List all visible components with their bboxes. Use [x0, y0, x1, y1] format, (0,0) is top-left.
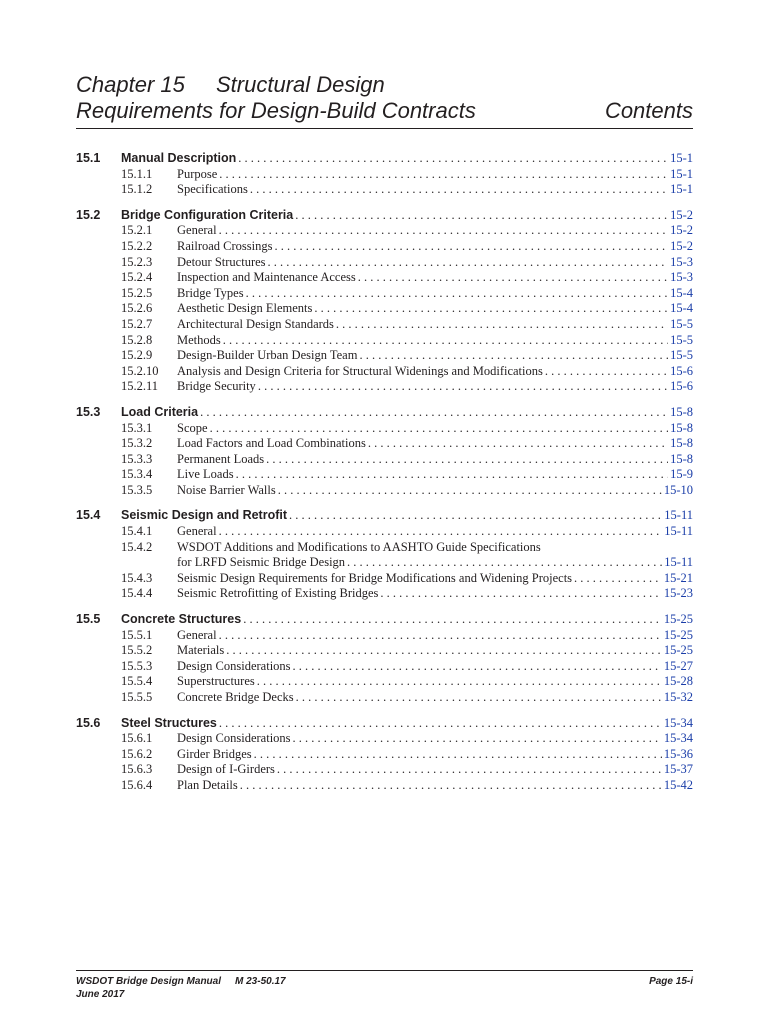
toc-section-entry[interactable] — [76, 151, 693, 167]
toc-subsection-entry[interactable] — [76, 301, 693, 317]
subsection-title: Scope — [177, 420, 208, 435]
subsection-title: Design Considerations — [177, 658, 291, 673]
page-link[interactable]: 15-11 — [664, 508, 693, 523]
manual-number: M 23-50.17 — [235, 976, 286, 987]
toc-subsection-entry[interactable] — [76, 762, 693, 778]
toc-section-entry[interactable] — [76, 716, 693, 732]
toc-subsection-entry[interactable] — [76, 421, 693, 437]
dot-leader — [545, 364, 668, 379]
subsection-number: 15.2.9 — [121, 348, 153, 363]
dot-leader — [358, 270, 668, 285]
subsection-title: Superstructures — [177, 674, 255, 689]
publication-date: June 2017 — [76, 989, 125, 1000]
chapter-title: Structural Design — [216, 72, 385, 97]
dot-leader — [380, 586, 661, 601]
page-link[interactable]: 15-3 — [670, 270, 693, 285]
subsection-number: 15.2.1 — [121, 223, 153, 238]
toc-section — [76, 612, 693, 706]
subsection-number: 15.5.2 — [121, 643, 153, 658]
dot-leader — [266, 452, 668, 467]
subsection-number: 15.2.8 — [121, 332, 153, 347]
subsection-title: Live Loads — [177, 467, 234, 482]
subsection-title: Plan Details — [177, 777, 238, 792]
subsection-title: Permanent Loads — [177, 451, 265, 466]
dot-leader — [200, 405, 668, 420]
dot-leader — [219, 716, 662, 731]
subsection-number: 15.6.4 — [121, 777, 153, 792]
page-link[interactable]: 15-23 — [663, 586, 693, 601]
subsection-number: 15.4.1 — [121, 524, 153, 539]
toc-subsection-entry[interactable] — [76, 364, 693, 380]
footer-rule — [76, 970, 693, 971]
toc-subsection-entry[interactable] — [76, 379, 693, 395]
subsection-number: 15.3.1 — [121, 420, 153, 435]
subsection-title: Purpose — [177, 166, 218, 181]
chapter-title-line-2 — [76, 98, 693, 124]
page-footer — [76, 975, 693, 1001]
subsection-number: 15.2.10 — [121, 363, 159, 378]
toc-subsection-entry[interactable] — [76, 223, 693, 239]
subsection-number: 15.5.3 — [121, 658, 153, 673]
subsection-number: 15.5.4 — [121, 674, 153, 689]
toc-subsection-entry[interactable] — [76, 317, 693, 333]
toc-subsection-continuation[interactable] — [177, 555, 693, 571]
subsection-title: General — [177, 627, 217, 642]
section-number: 15.2 — [76, 207, 101, 222]
toc-subsection-entry[interactable] — [76, 524, 693, 540]
dot-leader — [289, 508, 662, 523]
toc-subsection-entry[interactable] — [76, 643, 693, 659]
toc-section-entry[interactable] — [76, 208, 693, 224]
toc-subsection-entry[interactable] — [76, 348, 693, 364]
dot-leader — [293, 731, 662, 746]
dot-leader — [258, 379, 668, 394]
page-link[interactable]: 15-1 — [670, 166, 693, 181]
toc-subsection-entry[interactable] — [76, 747, 693, 763]
header-rule — [76, 128, 693, 129]
page-link[interactable]: 15-1 — [670, 151, 693, 165]
manual-name: WSDOT Bridge Design Manual — [76, 976, 222, 987]
subsection-number: 15.3.2 — [121, 436, 153, 451]
subsection-title: Design of I-Girders — [177, 762, 275, 777]
toc-section — [76, 716, 693, 794]
chapter-subtitle: Requirements for Design-Build Contracts — [76, 98, 476, 123]
page-link[interactable]: 15-25 — [663, 627, 693, 642]
subsection-title: Bridge Security — [177, 379, 256, 394]
subsection-title: Bridge Types — [177, 285, 244, 300]
dot-leader — [210, 421, 669, 436]
subsection-title: General — [177, 524, 217, 539]
page-number: Page 15-i — [649, 976, 693, 987]
page-link[interactable]: 15-2 — [670, 207, 693, 222]
subsection-title: Materials — [177, 643, 225, 658]
dot-leader — [274, 239, 668, 254]
page-link[interactable]: 15-37 — [663, 762, 693, 777]
toc-subsection-entry[interactable] — [76, 659, 693, 675]
dot-leader — [277, 762, 662, 777]
page-link[interactable]: 15-6 — [670, 363, 693, 378]
subsection-title: Design-Builder Urban Design Team — [177, 348, 358, 363]
subsection-number: 15.4.4 — [121, 586, 153, 601]
subsection-number: 15.2.7 — [121, 316, 153, 331]
section-title: Manual Description — [121, 151, 237, 165]
page-link[interactable]: 15-25 — [663, 643, 693, 658]
page-link[interactable]: 15-36 — [663, 746, 693, 761]
section-number: 15.5 — [76, 612, 101, 627]
page-link[interactable]: 15-11 — [664, 524, 693, 539]
dot-leader — [296, 690, 662, 705]
dot-leader — [236, 467, 668, 482]
toc-subsection-entry[interactable] — [76, 731, 693, 747]
toc-subsection-entry[interactable] — [76, 586, 693, 602]
contents-label: Contents — [604, 98, 693, 123]
subsection-title: Methods — [177, 332, 221, 347]
dot-leader — [359, 348, 668, 363]
toc-subsection-entry[interactable] — [76, 467, 693, 483]
section-title: Seismic Design and Retrofit — [121, 508, 288, 523]
dot-leader — [238, 151, 668, 166]
page-link[interactable]: 15-8 — [670, 436, 693, 451]
toc-subsection-entry[interactable] — [76, 286, 693, 302]
dot-leader — [250, 182, 668, 197]
page-link[interactable]: 15-3 — [670, 254, 693, 269]
section-title: Steel Structures — [121, 715, 217, 730]
dot-leader — [278, 483, 662, 498]
subsection-title: WSDOT Additions and Modifications to AASHTO Guide Specifications — [177, 539, 541, 554]
subsection-title: Load Factors and Load Combinations — [177, 436, 366, 451]
toc-subsection-entry[interactable] — [76, 255, 693, 271]
subsection-title: Noise Barrier Walls — [177, 482, 276, 497]
dot-leader — [347, 555, 662, 570]
subsection-title: Detour Structures — [177, 254, 266, 269]
section-number: 15.1 — [76, 151, 101, 165]
page-link[interactable]: 15-2 — [670, 223, 693, 238]
subsection-title: Design Considerations — [177, 731, 291, 746]
section-number: 15.4 — [76, 508, 101, 523]
page-link[interactable]: 15-27 — [663, 658, 693, 673]
section-title: Concrete Structures — [121, 612, 242, 627]
subsection-number: 15.2.5 — [121, 285, 153, 300]
toc-section-entry[interactable] — [76, 405, 693, 421]
page-header — [76, 72, 693, 124]
page-link[interactable]: 15-32 — [663, 690, 693, 704]
toc-subsection-entry[interactable] — [76, 540, 693, 556]
dot-leader — [243, 612, 662, 627]
subsection-number: 15.4.3 — [121, 570, 153, 585]
dot-leader — [254, 747, 662, 762]
subsection-number: 15.6.1 — [121, 731, 153, 746]
dot-leader — [314, 301, 668, 316]
toc-section-entry[interactable] — [76, 612, 693, 628]
dot-leader — [295, 208, 668, 223]
subsection-number: 15.1.1 — [121, 166, 153, 181]
subsection-number: 15.3.4 — [121, 467, 153, 482]
dot-leader — [368, 436, 668, 451]
page-link[interactable]: 15-10 — [663, 482, 693, 497]
page-link[interactable]: 15-1 — [670, 182, 693, 197]
page-link[interactable]: 15-25 — [663, 612, 693, 627]
toc-subsection-entry[interactable] — [76, 674, 693, 690]
subsection-title: Girder Bridges — [177, 746, 252, 761]
dot-leader — [574, 571, 662, 586]
subsection-title: Inspection and Maintenance Access — [177, 270, 356, 285]
toc-section — [76, 208, 693, 395]
subsection-title: Specifications — [177, 182, 248, 197]
section-title: Load Criteria — [121, 404, 199, 419]
subsection-title: General — [177, 223, 217, 238]
page-link[interactable]: 15-5 — [670, 348, 693, 363]
section-number: 15.3 — [76, 404, 101, 419]
page-link[interactable]: 15-4 — [670, 301, 693, 316]
page-link[interactable]: 15-11 — [664, 555, 693, 570]
toc-subsection-entry[interactable] — [76, 182, 693, 198]
page-link[interactable]: 15-34 — [663, 715, 693, 730]
dot-leader — [293, 659, 662, 674]
table-of-contents — [76, 151, 693, 804]
dot-leader — [219, 524, 663, 539]
toc-section — [76, 405, 693, 499]
dot-leader — [336, 317, 668, 332]
page-link[interactable]: 15-9 — [670, 467, 693, 482]
subsection-number: 15.1.2 — [121, 182, 153, 197]
toc-subsection-entry[interactable] — [76, 628, 693, 644]
page-link[interactable]: 15-6 — [670, 379, 693, 394]
dot-leader — [257, 674, 662, 689]
subsection-title-continuation: for LRFD Seismic Bridge Design — [177, 555, 346, 570]
dot-leader — [223, 333, 668, 348]
toc-subsection-entry[interactable] — [76, 483, 693, 499]
toc-subsection-entry[interactable] — [76, 270, 693, 286]
subsection-title: Aesthetic Design Elements — [177, 301, 313, 316]
section-number: 15.6 — [76, 715, 101, 730]
subsection-title: Concrete Bridge Decks — [177, 690, 294, 704]
subsection-number: 15.5.1 — [121, 627, 153, 642]
chapter-number: Chapter 15 — [76, 72, 185, 97]
toc-subsection-entry[interactable] — [76, 778, 693, 794]
subsection-number: 15.2.4 — [121, 270, 153, 285]
subsection-title: Seismic Retrofitting of Existing Bridges — [177, 586, 379, 601]
chapter-title-line-1 — [76, 72, 693, 98]
page-link[interactable]: 15-8 — [670, 451, 693, 466]
subsection-number: 15.2.6 — [121, 301, 153, 316]
page-link[interactable]: 15-5 — [670, 316, 693, 331]
subsection-title: Analysis and Design Criteria for Structural Widenings and Modifications — [177, 363, 543, 378]
toc-subsection-entry[interactable] — [76, 436, 693, 452]
page-link[interactable]: 15-34 — [663, 731, 693, 746]
page-link[interactable]: 15-42 — [663, 777, 693, 792]
dot-leader — [219, 167, 668, 182]
toc-subsection-entry[interactable] — [76, 571, 693, 587]
subsection-number: 15.2.11 — [121, 379, 159, 394]
subsection-title: Railroad Crossings — [177, 238, 273, 253]
dot-leader — [240, 778, 662, 793]
page-link[interactable]: 15-21 — [663, 570, 693, 585]
subsection-number: 15.2.2 — [121, 238, 153, 253]
page-link[interactable]: 15-8 — [670, 404, 693, 419]
subsection-number: 15.4.2 — [121, 539, 153, 554]
page-link[interactable]: 15-8 — [670, 420, 693, 435]
subsection-number: 15.3.3 — [121, 451, 153, 466]
toc-subsection-entry[interactable] — [76, 333, 693, 349]
dot-leader — [268, 255, 669, 270]
page-link[interactable]: 15-4 — [670, 285, 693, 300]
subsection-number: 15.3.5 — [121, 482, 153, 497]
dot-leader — [226, 643, 662, 658]
toc-subsection-entry[interactable] — [76, 452, 693, 468]
subsection-number: 15.5.5 — [121, 690, 153, 704]
toc-subsection-entry[interactable] — [76, 167, 693, 183]
dot-leader — [246, 286, 668, 301]
subsection-number: 15.6.3 — [121, 762, 153, 777]
subsection-number: 15.6.2 — [121, 746, 153, 761]
subsection-number: 15.2.3 — [121, 254, 153, 269]
dot-leader — [219, 628, 662, 643]
toc-section — [76, 508, 693, 602]
toc-section — [76, 151, 693, 198]
toc-subsection-entry[interactable] — [76, 239, 693, 255]
toc-subsection-entry[interactable] — [76, 690, 693, 706]
page-link[interactable]: 15-5 — [670, 332, 693, 347]
page-link[interactable]: 15-28 — [663, 674, 693, 689]
page-link[interactable]: 15-2 — [670, 238, 693, 253]
dot-leader — [219, 223, 669, 238]
subsection-title: Architectural Design Standards — [177, 316, 334, 331]
toc-section-entry[interactable] — [76, 508, 693, 524]
subsection-title: Seismic Design Requirements for Bridge Modifications and Widening Projects — [177, 570, 573, 585]
section-title: Bridge Configuration Criteria — [121, 207, 294, 222]
